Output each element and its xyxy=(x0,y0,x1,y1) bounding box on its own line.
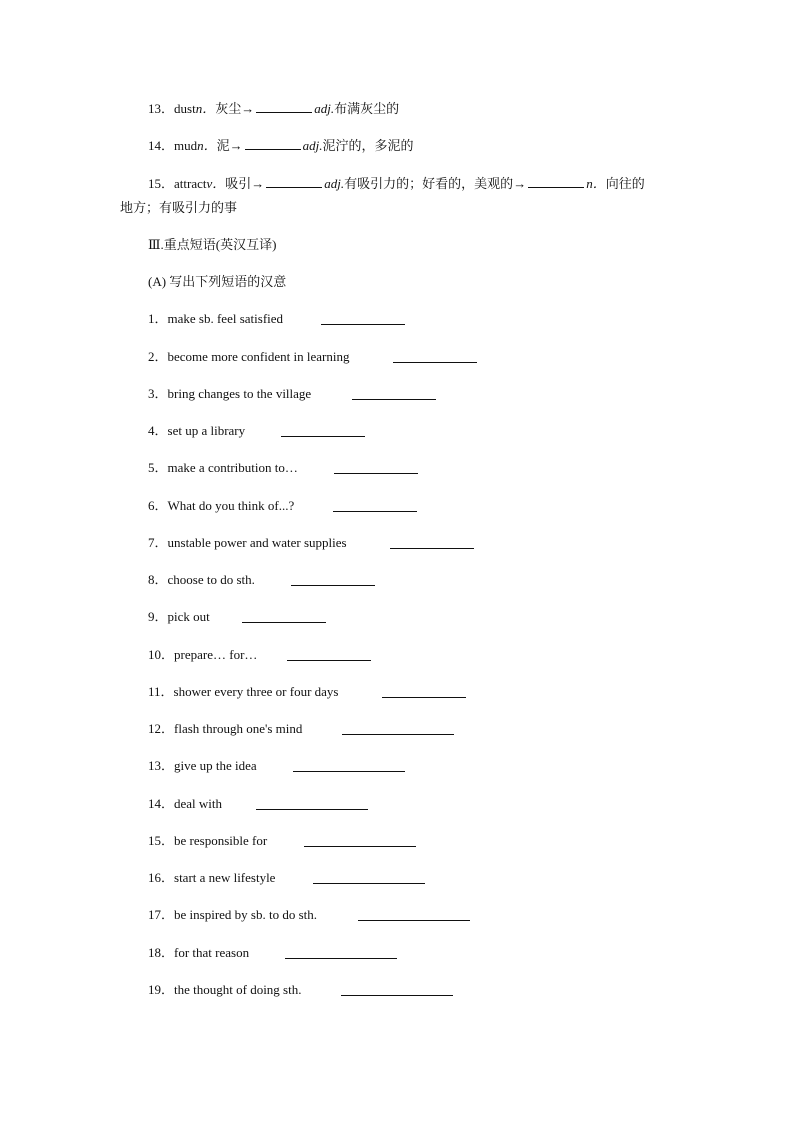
answer-blank[interactable] xyxy=(281,436,365,437)
phrase-text: make a contribution to… xyxy=(167,460,298,475)
phrase-text: bring changes to the village xyxy=(167,386,312,401)
list-item xyxy=(148,981,301,999)
list-item xyxy=(148,832,267,850)
phrase-number: 19． xyxy=(148,982,175,997)
phrase-text: for that reason xyxy=(174,945,250,960)
list-item xyxy=(148,385,311,403)
phrase-number: 16． xyxy=(148,870,175,885)
vocab-item-13 xyxy=(148,100,399,118)
vocab-word: attract xyxy=(174,176,207,191)
list-item xyxy=(148,720,302,738)
list-item xyxy=(148,459,298,477)
phrase-text: deal with xyxy=(174,796,223,811)
blank-meaning: 布满灰尘的 xyxy=(334,101,400,116)
phrase-text: flash through one's mind xyxy=(174,721,303,736)
answer-blank[interactable] xyxy=(313,883,425,884)
phrase-number: 3． xyxy=(148,386,168,401)
list-item xyxy=(148,906,317,924)
answer-blank[interactable] xyxy=(341,995,453,996)
phrase-number: 6． xyxy=(148,498,168,513)
vocab-meaning: 灰尘 xyxy=(215,101,242,116)
blank-meaning: 向往的 xyxy=(605,176,645,191)
blank-meaning: 泥泞的，多泥的 xyxy=(322,138,414,153)
vocab-number: 13． xyxy=(148,101,175,116)
answer-blank[interactable] xyxy=(528,175,584,188)
vocab-word: mud xyxy=(174,138,198,153)
answer-blank[interactable] xyxy=(321,324,405,325)
phrase-number: 13． xyxy=(148,758,175,773)
vocab-item-14 xyxy=(148,137,414,155)
list-item xyxy=(148,869,275,887)
phrase-number: 12． xyxy=(148,721,175,736)
list-item xyxy=(148,348,349,366)
list-item xyxy=(148,422,245,440)
answer-blank[interactable] xyxy=(358,920,470,921)
phrase-number: 7． xyxy=(148,535,168,550)
phrase-text: make sb. feel satisfied xyxy=(167,311,284,326)
vocab-meaning: 泥 xyxy=(216,138,230,153)
vocab-meaning: 吸引 xyxy=(225,176,252,191)
blank-pos: n． xyxy=(586,176,606,191)
answer-blank[interactable] xyxy=(352,399,436,400)
list-item xyxy=(148,497,294,515)
vocab-item-15-continuation: 地方；有吸引力的事 xyxy=(120,200,238,215)
phrase-text: choose to do sth. xyxy=(167,572,255,587)
list-item xyxy=(148,795,222,813)
blank-meaning: 有吸引力的；好看的，美观的 xyxy=(344,176,514,191)
section-heading: Ⅲ.重点短语(英汉互译) xyxy=(148,237,277,252)
list-item xyxy=(148,944,249,962)
phrase-text: set up a library xyxy=(167,423,246,438)
phrase-number: 11． xyxy=(148,684,174,699)
answer-blank[interactable] xyxy=(256,809,368,810)
phrase-number: 9． xyxy=(148,609,168,624)
phrase-number: 4． xyxy=(148,423,168,438)
answer-blank[interactable] xyxy=(242,622,326,623)
list-item xyxy=(148,757,257,775)
list-item xyxy=(148,608,210,626)
answer-blank[interactable] xyxy=(342,734,454,735)
phrase-number: 5． xyxy=(148,460,168,475)
blank-pos: adj. xyxy=(324,176,345,191)
list-item xyxy=(148,683,339,701)
blank-pos: adj. xyxy=(314,101,335,116)
vocab-word: dust xyxy=(174,101,196,116)
phrase-number: 8． xyxy=(148,572,168,587)
arrow-icon: → xyxy=(229,138,243,153)
list-item xyxy=(148,571,255,589)
arrow-icon: → xyxy=(251,176,265,191)
vocab-pos: v． xyxy=(206,176,226,191)
sub-heading: (A) 写出下列短语的汉意 xyxy=(148,274,287,289)
answer-blank[interactable] xyxy=(245,137,301,150)
answer-blank[interactable] xyxy=(393,362,477,363)
phrase-text: be inspired by sb. to do sth. xyxy=(174,907,318,922)
list-item xyxy=(148,310,283,328)
answer-blank[interactable] xyxy=(333,511,417,512)
phrase-text: pick out xyxy=(167,609,210,624)
phrase-number: 18． xyxy=(148,945,175,960)
answer-blank[interactable] xyxy=(293,771,405,772)
vocab-item-15 xyxy=(148,175,645,193)
arrow-icon: → xyxy=(513,176,527,191)
answer-blank[interactable] xyxy=(304,846,416,847)
phrase-number: 10． xyxy=(148,647,175,662)
phrase-text: start a new lifestyle xyxy=(174,870,276,885)
phrase-text: be responsible for xyxy=(174,833,268,848)
answer-blank[interactable] xyxy=(334,473,418,474)
phrase-text: become more confident in learning xyxy=(167,349,350,364)
answer-blank[interactable] xyxy=(287,660,371,661)
phrase-text: prepare… for… xyxy=(174,647,258,662)
phrase-text: the thought of doing sth. xyxy=(174,982,302,997)
answer-blank[interactable] xyxy=(382,697,466,698)
arrow-icon: → xyxy=(241,101,255,116)
vocab-number: 15． xyxy=(148,176,175,191)
answer-blank[interactable] xyxy=(256,100,312,113)
answer-blank[interactable] xyxy=(291,585,375,586)
vocab-pos: n． xyxy=(195,101,216,116)
phrase-text: give up the idea xyxy=(174,758,257,773)
phrase-text: unstable power and water supplies xyxy=(167,535,347,550)
phrase-number: 15． xyxy=(148,833,175,848)
answer-blank[interactable] xyxy=(390,548,474,549)
list-item xyxy=(148,534,347,552)
phrase-number: 14． xyxy=(148,796,175,811)
phrase-text: shower every three or four days xyxy=(173,684,339,699)
phrase-number: 2． xyxy=(148,349,168,364)
list-item xyxy=(148,646,257,664)
phrase-number: 17． xyxy=(148,907,175,922)
vocab-pos: n． xyxy=(197,138,217,153)
phrase-text: What do you think of...? xyxy=(167,498,295,513)
answer-blank[interactable] xyxy=(266,175,322,188)
answer-blank[interactable] xyxy=(285,958,397,959)
blank-pos: adj. xyxy=(302,138,323,153)
phrase-number: 1． xyxy=(148,311,168,326)
vocab-number: 14． xyxy=(148,138,175,153)
